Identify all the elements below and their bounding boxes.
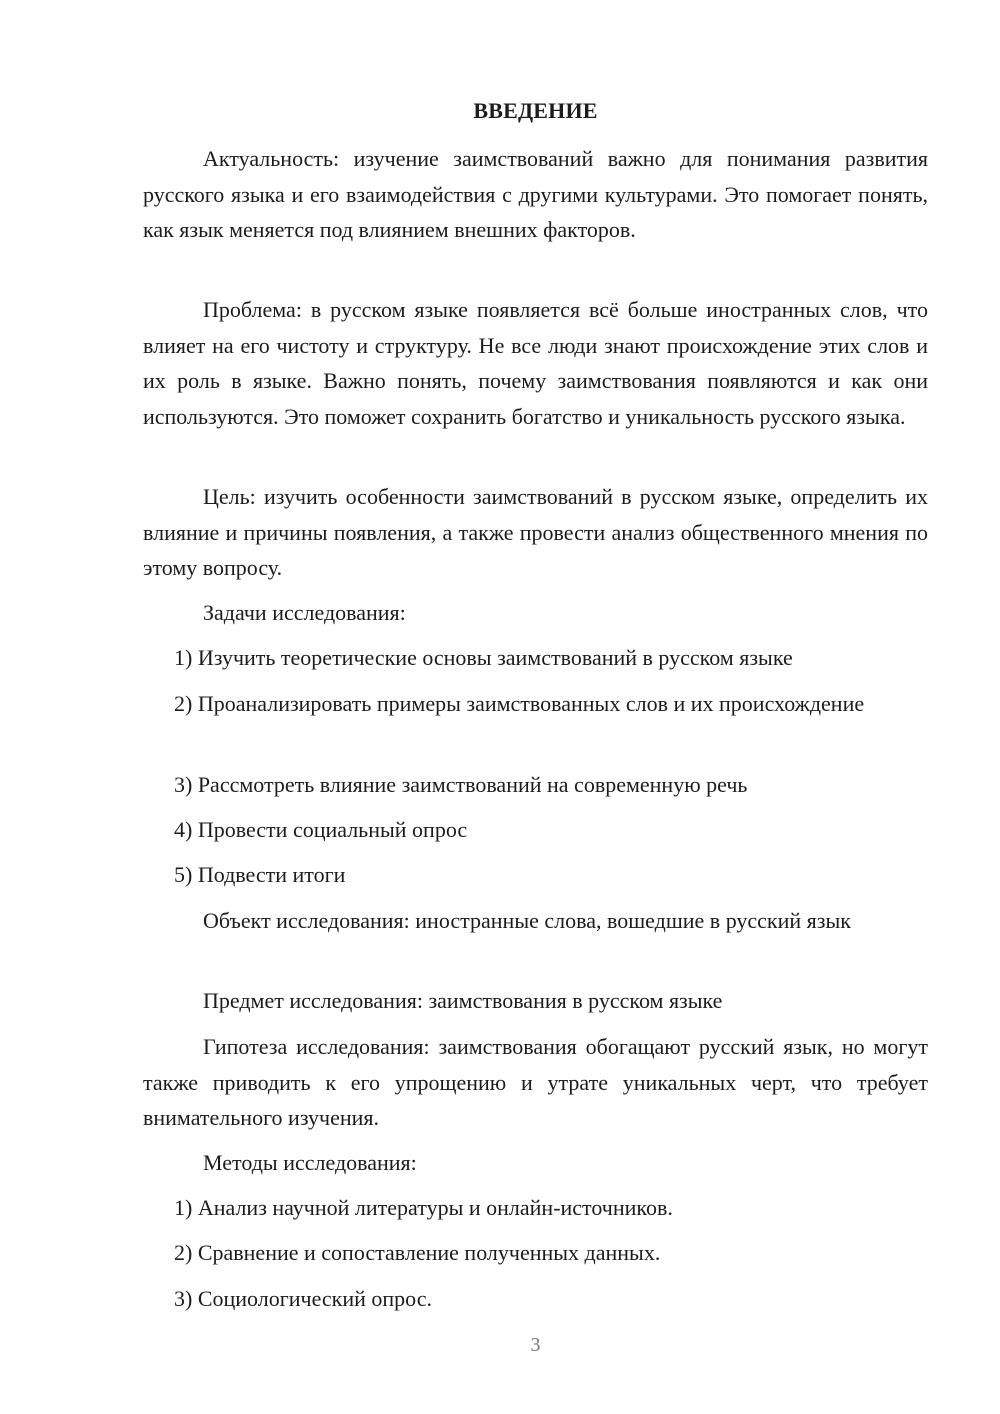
task-item: 4) Провести социальный опрос: [174, 817, 468, 842]
method-item: 1) Анализ научной литературы и онлайн-источников.: [174, 1195, 673, 1220]
document-page: [143, 0, 928, 1414]
method-item: 3) Социологический опрос.: [174, 1286, 432, 1311]
task-item: 2) Проанализировать примеры заимствованных слов и их происхождение: [174, 691, 865, 716]
task-item: 3) Рассмотреть влияние заимствований на современную речь: [174, 772, 748, 797]
page-number: 3: [530, 1334, 541, 1356]
hypothesis-paragraph: Гипотеза исследования: заимствования обогащают русский язык, но могут также приводить к его упрощению и утрате уникальных черт, что требует внимательного изучения.: [143, 1034, 928, 1130]
relevance-paragraph: Актуальность: изучение заимствований важно для понимания развития русского языка и его взаимодействия с другими культурами. Это помогает понять, как язык меняется под влиянием внешних факторов.: [143, 146, 928, 242]
tasks-heading: Задачи исследования:: [203, 600, 406, 625]
page-title: ВВЕДЕНИЕ: [473, 98, 598, 123]
method-item: 2) Сравнение и сопоставление полученных данных.: [174, 1240, 661, 1265]
task-item: 5) Подвести итоги: [174, 862, 346, 887]
problem-paragraph: Проблема: в русском языке появляется всё больше иностранных слов, что влияет на его чистоту и структуру. Не все люди знают происхождение этих слов и их роль в языке. Важно понять, почему заимствования появляются и как они используются. Это поможет сохранить богатство и уникальность русского языка.: [143, 297, 928, 429]
object-paragraph: Объект исследования: иностранные слова, вошедшие в русский язык: [203, 908, 851, 933]
methods-heading: Методы исследования:: [203, 1150, 417, 1175]
subject-paragraph: Предмет исследования: заимствования в русском языке: [203, 988, 723, 1013]
task-item: 1) Изучить теоретические основы заимствований в русском языке: [174, 645, 793, 670]
goal-paragraph: Цель: изучить особенности заимствований в русском языке, определить их влияние и причины появления, а также провести анализ общественного мнения по этому вопросу.: [143, 484, 928, 580]
